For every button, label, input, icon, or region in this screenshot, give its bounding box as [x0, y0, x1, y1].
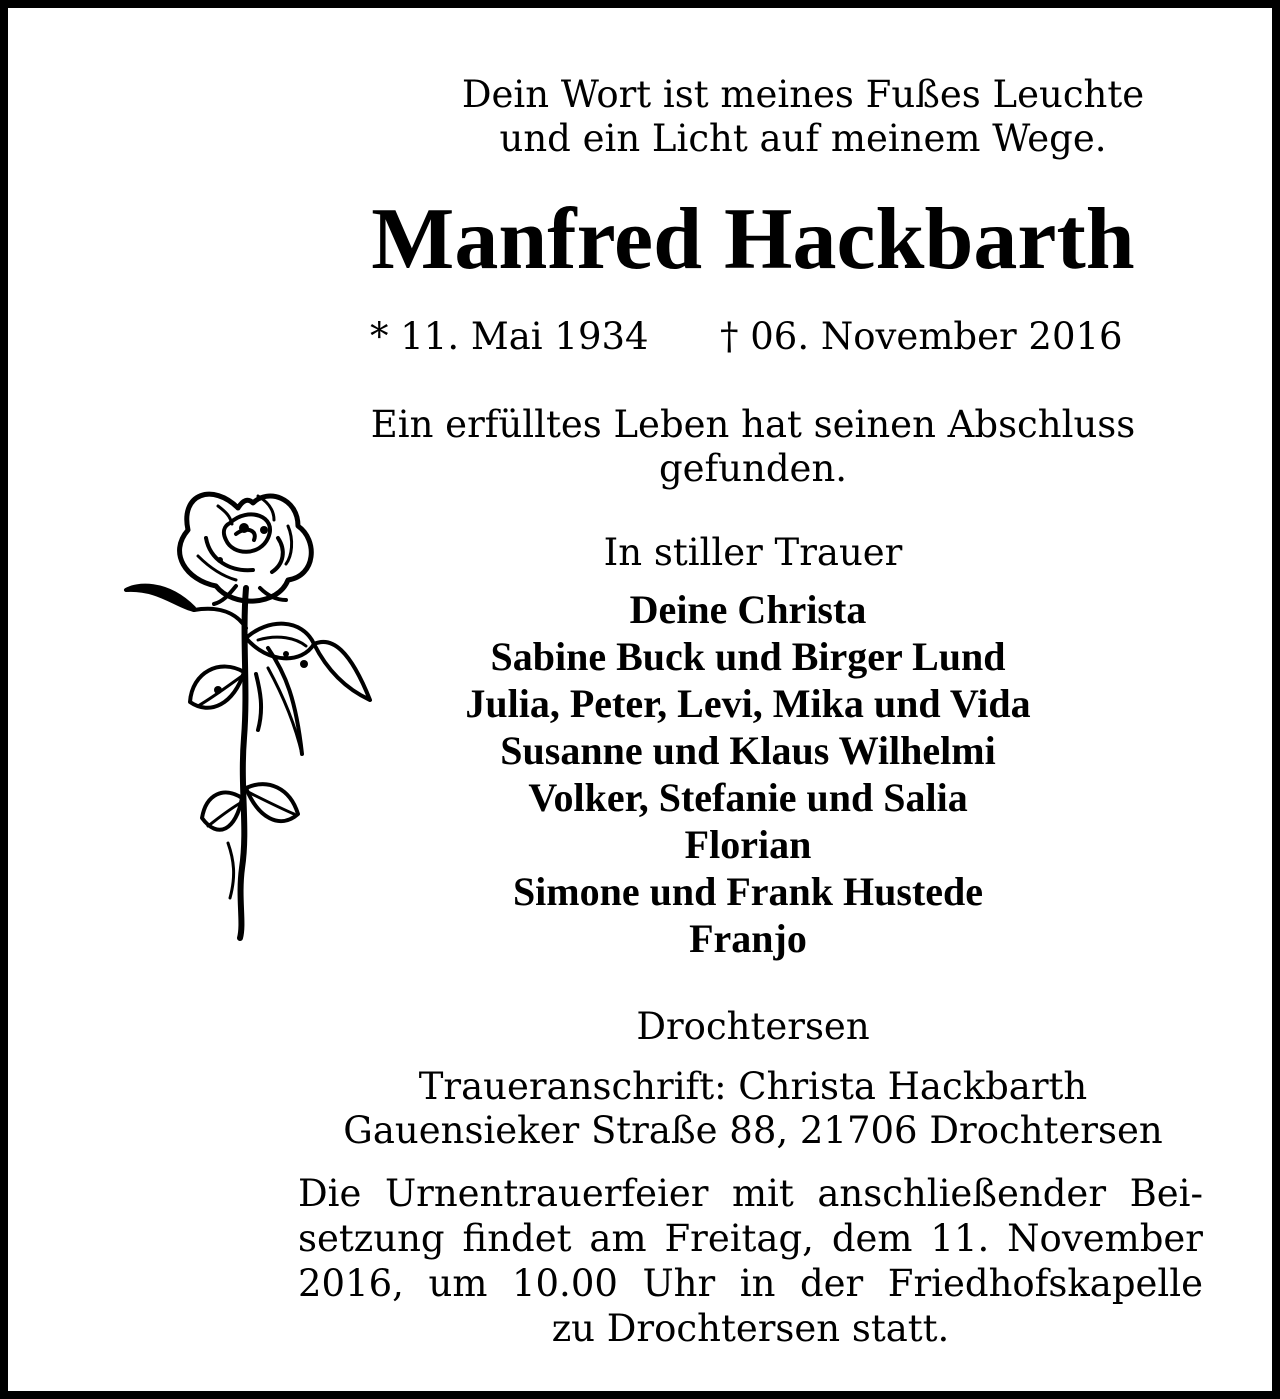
- funeral-line-1: Die Urnentrauerfeier mit anschließender Bei-: [298, 1172, 1203, 1215]
- life-statement-line-2: gefunden.: [658, 447, 848, 490]
- mourner: Sabine Buck und Birger Lund: [490, 634, 1006, 679]
- verse-line-2: und ein Licht auf meinem Wege.: [499, 117, 1107, 160]
- address-line-2: Gauensieker Straße 88, 21706 Drochtersen: [343, 1109, 1163, 1152]
- funeral-line-4: zu Drochtersen statt.: [551, 1307, 950, 1350]
- mourner: Susanne und Klaus Wilhelmi: [500, 728, 996, 773]
- mourning-intro: In stiller Trauer: [603, 531, 903, 574]
- rose-drawing-icon: [118, 468, 378, 948]
- place: Drochtersen: [636, 1005, 870, 1048]
- mourners-list: [318, 586, 1178, 962]
- funeral-notice: [298, 1171, 1203, 1351]
- mourner: Deine Christa: [629, 587, 867, 632]
- mourner: Julia, Peter, Levi, Mika und Vida: [465, 681, 1031, 726]
- birth-date: * 11. Mai 1934: [370, 315, 649, 358]
- mourner: Florian: [684, 822, 812, 867]
- deceased-name: Manfred Hackbarth: [371, 191, 1135, 288]
- address-line-1: Traueranschrift: Christa Hackbarth: [418, 1065, 1088, 1108]
- verse-line-1: Dein Wort ist meines Fußes Leuchte: [461, 73, 1145, 116]
- funeral-line-3: 2016, um 10.00 Uhr in der Friedhofskapelle: [298, 1262, 1203, 1305]
- mourner: Volker, Stefanie und Salia: [528, 775, 968, 820]
- mourner: Simone und Frank Hustede: [512, 869, 984, 914]
- life-statement-line-1: Ein erfülltes Leben hat seinen Abschluss: [370, 403, 1136, 446]
- mourner: Franjo: [689, 916, 807, 961]
- funeral-line-2: setzung findet am Freitag, dem 11. November: [298, 1217, 1203, 1260]
- death-date: † 06. November 2016: [720, 315, 1123, 358]
